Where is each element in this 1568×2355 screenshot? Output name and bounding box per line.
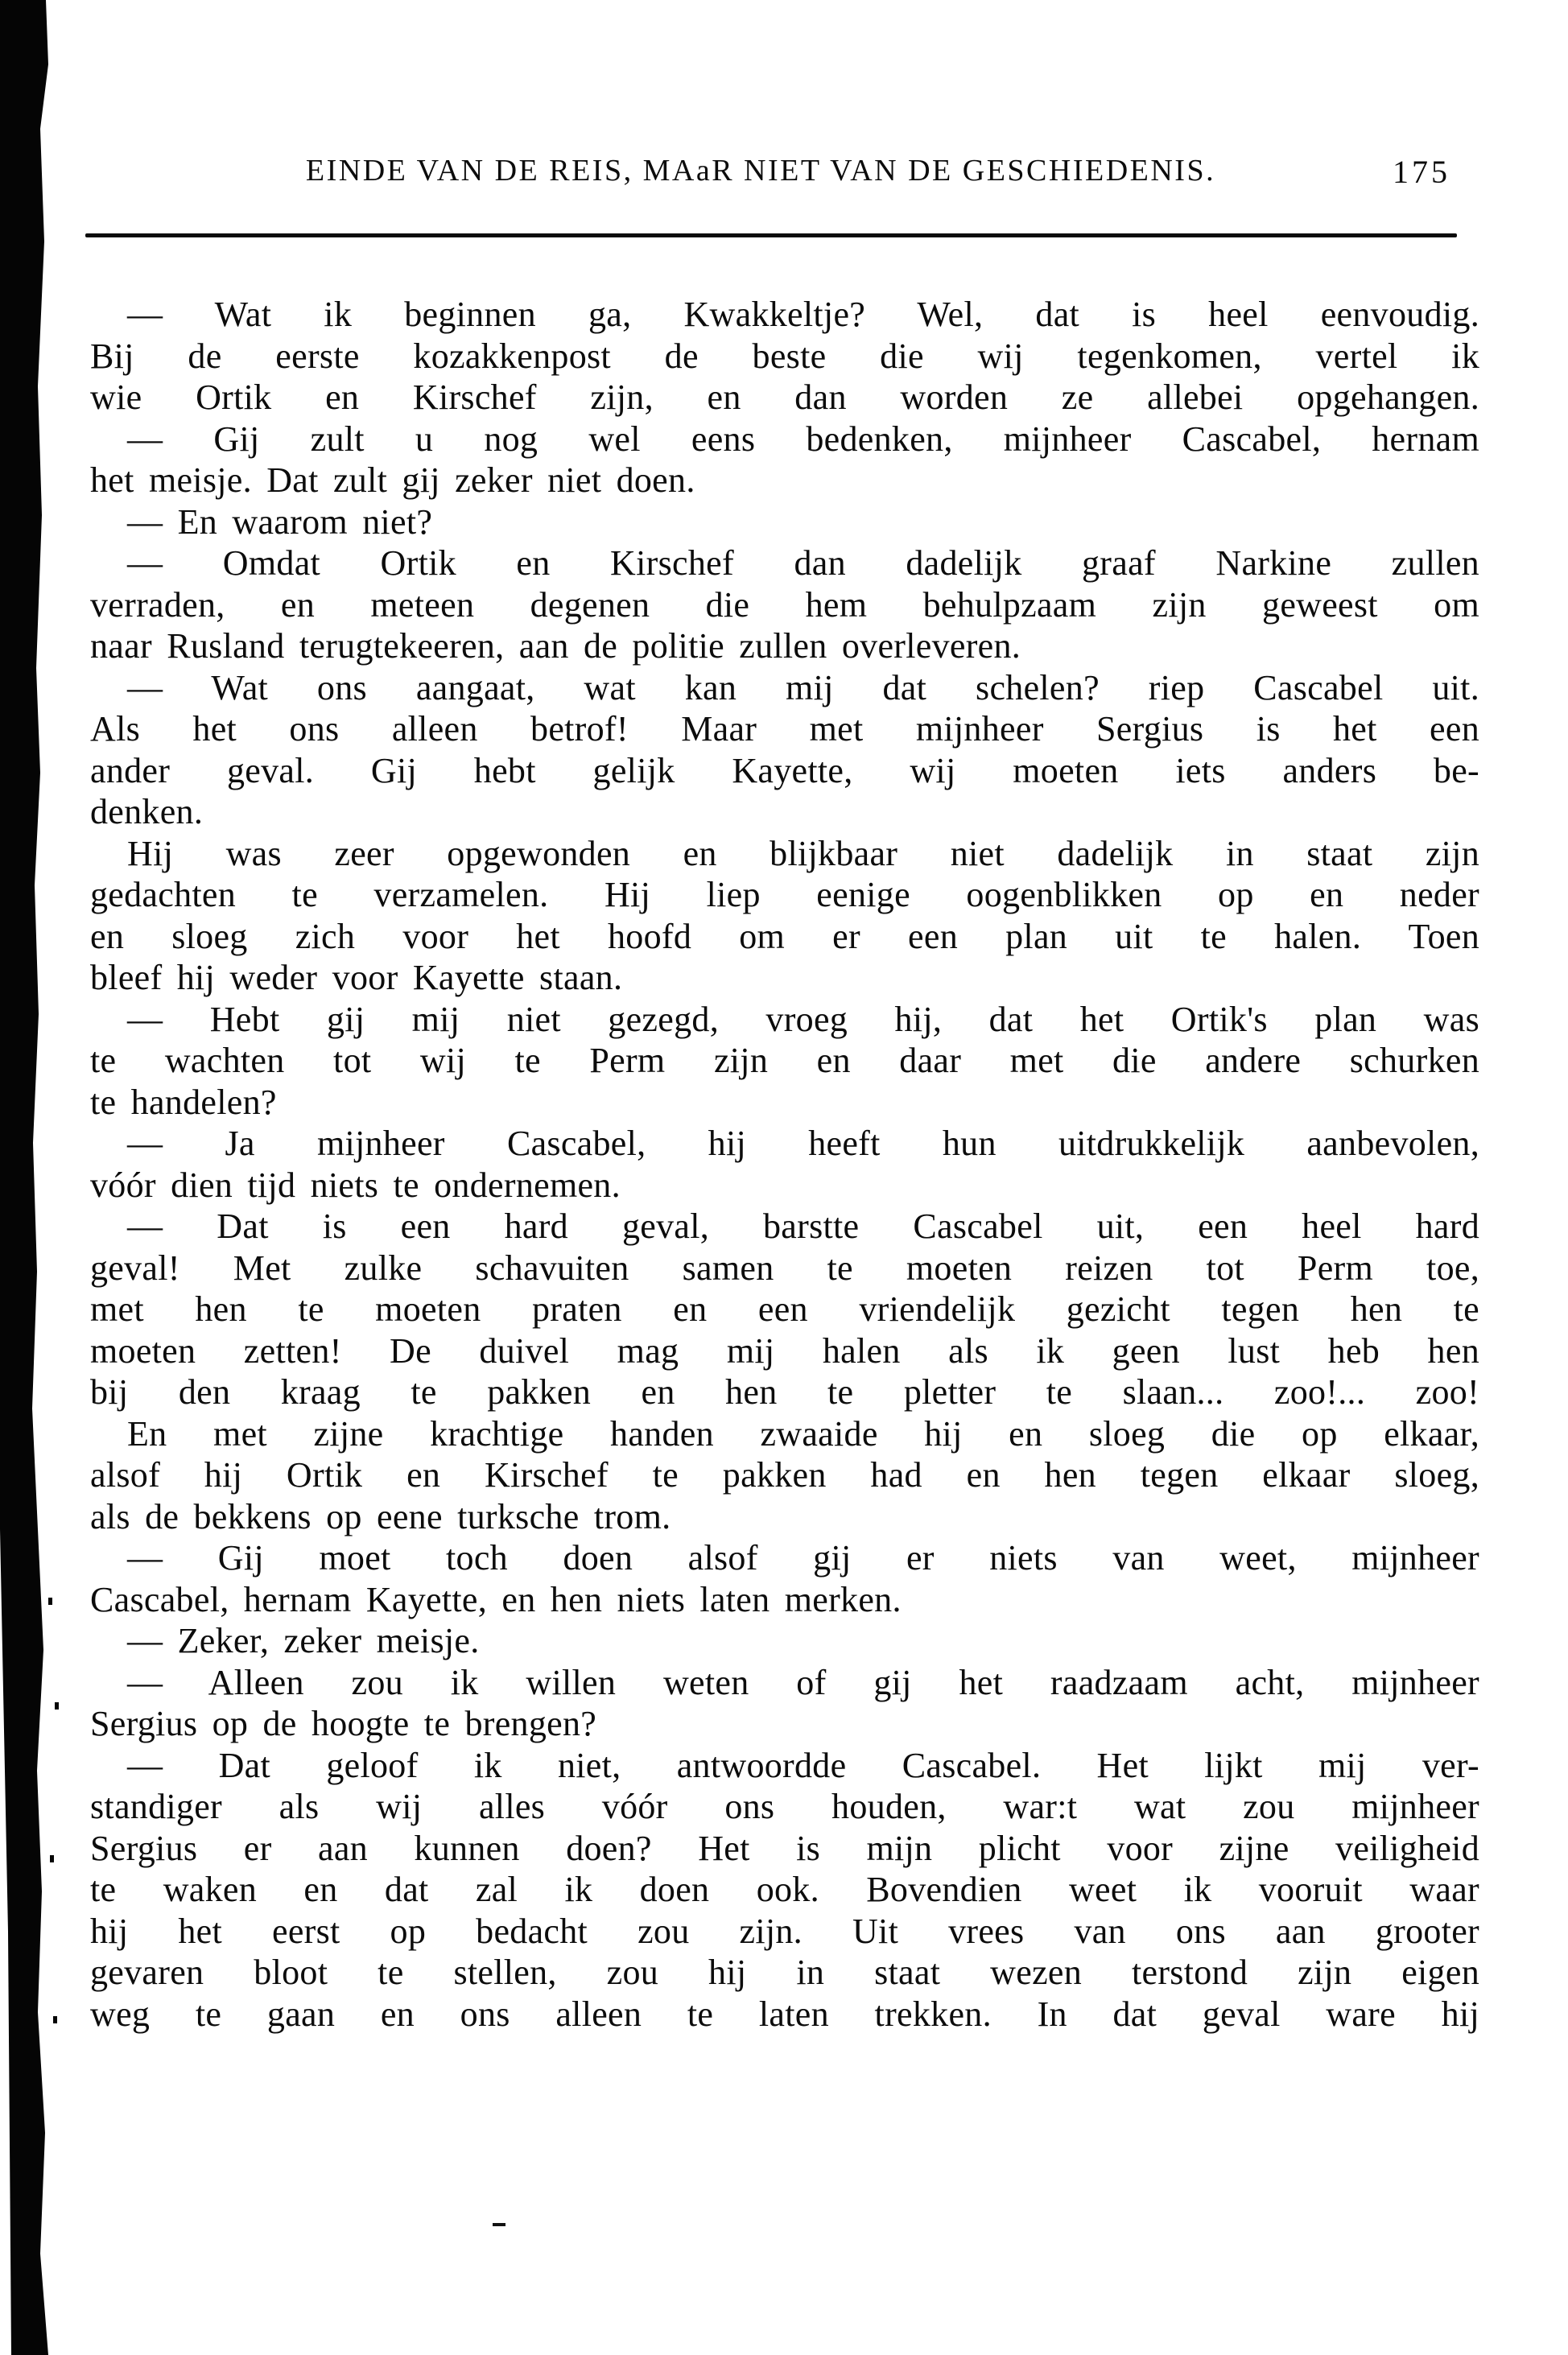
text-line: denken. — [90, 792, 204, 831]
text-line: met hen te moeten praten en een vriendelijk gezicht tegen hen te — [90, 1289, 1479, 1329]
text-line: verraden, en meteen degenen die hem behulpzaam zijn geweest om — [90, 584, 1479, 625]
text-line: En met zijne krachtige handen zwaaide hij en sloeg die op elkaar, — [127, 1413, 1479, 1454]
text-line: — Dat geloof ik niet, antwoordde Cascabel. Het lijkt mij ver- — [127, 1745, 1479, 1785]
scan-speck-artifacts — [48, 1598, 52, 1605]
text-line: — Ja mijnheer Cascabel, hij heeft hun uitdrukkelijk aanbevolen, — [127, 1124, 1479, 1163]
text-line: — Dat is een hard geval, barstte Cascabel uit, een heel hard — [127, 1206, 1479, 1246]
text-line: — En waarom niet? — [127, 501, 433, 542]
text-line: — Wat ik beginnen ga, Kwakkeltje? Wel, dat is heel eenvoudig. — [127, 295, 1479, 334]
text-line: geval! Met zulke schavuiten samen te moeten reizen tot Perm toe, — [90, 1248, 1479, 1288]
text-line: — Omdat Ortik en Kirschef dan dadelijk graaf Narkine zullen — [127, 543, 1479, 583]
text-line: Hij was zeer opgewonden en blijkbaar niet dadelijk in staat zijn — [127, 833, 1479, 873]
text-line: bleef hij weder voor Kayette staan. — [90, 958, 623, 997]
text-line: — Alleen zou ik willen weten of gij het raadzaam acht, mijnheer — [127, 1662, 1479, 1702]
text-line: te handelen? — [90, 1082, 277, 1122]
scan-speck — [493, 2223, 505, 2226]
text-line: alsof hij Ortik en Kirschef te pakken had en hen tegen elkaar sloeg, — [90, 1455, 1479, 1495]
text-line: — Gij zult u nog wel eens bedenken, mijnheer Cascabel, hernam — [127, 419, 1479, 459]
running-header — [90, 153, 1479, 195]
text-line: Sergius op de hoogte te brengen? — [90, 1704, 597, 1743]
text-line: ander geval. Gij hebt gelijk Kayette, wij moeten iets anders be- — [90, 750, 1479, 790]
text-line: — Wat ons aangaat, wat kan mij dat schelen? riep Cascabel uit. — [127, 667, 1479, 707]
text-line: wie Ortik en Kirschef zijn, en dan worden ze allebei opgehangen. — [90, 377, 1479, 417]
scan-edge-artifact — [0, 0, 56, 2355]
text-line: vóór dien tijd niets te ondernemen. — [90, 1165, 621, 1205]
text-line: gedachten te verzamelen. Hij liep eenige oogenblikken op en neder — [90, 875, 1479, 914]
text-line: weg te gaan en ons alleen te laten trekken. In dat geval ware hij — [90, 1994, 1479, 2034]
text-line: te wachten tot wij te Perm zijn en daar met die andere schurken — [90, 1041, 1479, 1080]
text-line: bij den kraag te pakken en hen te pletter te slaan... zoo!... zoo! — [90, 1372, 1479, 1412]
text-line: — Zeker, zeker meisje. — [127, 1621, 480, 1660]
text-line: gevaren bloot te stellen, zou hij in staat wezen terstond zijn eigen — [90, 1953, 1479, 1992]
text-line: standiger als wij alles vóór ons houden, war:t wat zou mijnheer — [90, 1787, 1479, 1826]
text-line: — Hebt gij mij niet gezegd, vroeg hij, dat het Ortik's plan was — [127, 999, 1479, 1039]
text-line: — Gij moet toch doen alsof gij er niets van weet, mijnheer — [127, 1538, 1479, 1578]
text-line: naar Rusland terugtekeeren, aan de politie zullen overleveren. — [90, 626, 1021, 666]
running-header-title: EINDE VAN DE REIS, MAaR NIET VAN DE GESCHIEDENIS. — [305, 154, 1216, 188]
page-number: 175 — [1393, 154, 1450, 190]
text-line: Bij de eerste kozakkenpost de beste die wij tegenkomen, vertel ik — [90, 336, 1479, 376]
page-content — [90, 153, 1479, 2035]
text-line: te waken en dat zal ik doen ook. Bovendien weet ik vooruit waar — [90, 1870, 1479, 1909]
text-line: Sergius er aan kunnen doen? Het is mijn plicht voor zijne veiligheid — [90, 1828, 1479, 1868]
text-line: het meisje. Dat zult gij zeker niet doen. — [90, 460, 695, 500]
text-line: Als het ons alleen betrof! Maar met mijnheer Sergius is het een — [90, 709, 1479, 749]
page-body — [90, 294, 1479, 2035]
header-rule — [85, 233, 1457, 237]
text-line: als de bekkens op eene turksche trom. — [90, 1496, 671, 1536]
text-line: Cascabel, hernam Kayette, en hen niets laten merken. — [90, 1579, 902, 1619]
text-line: moeten zetten! De duivel mag mij halen als ik geen lust heb hen — [90, 1330, 1479, 1371]
text-line: hij het eerst op bedacht zou zijn. Uit vrees van ons aan grooter — [90, 1911, 1479, 1951]
text-line: en sloeg zich voor het hoofd om er een plan uit te halen. Toen — [90, 916, 1479, 956]
